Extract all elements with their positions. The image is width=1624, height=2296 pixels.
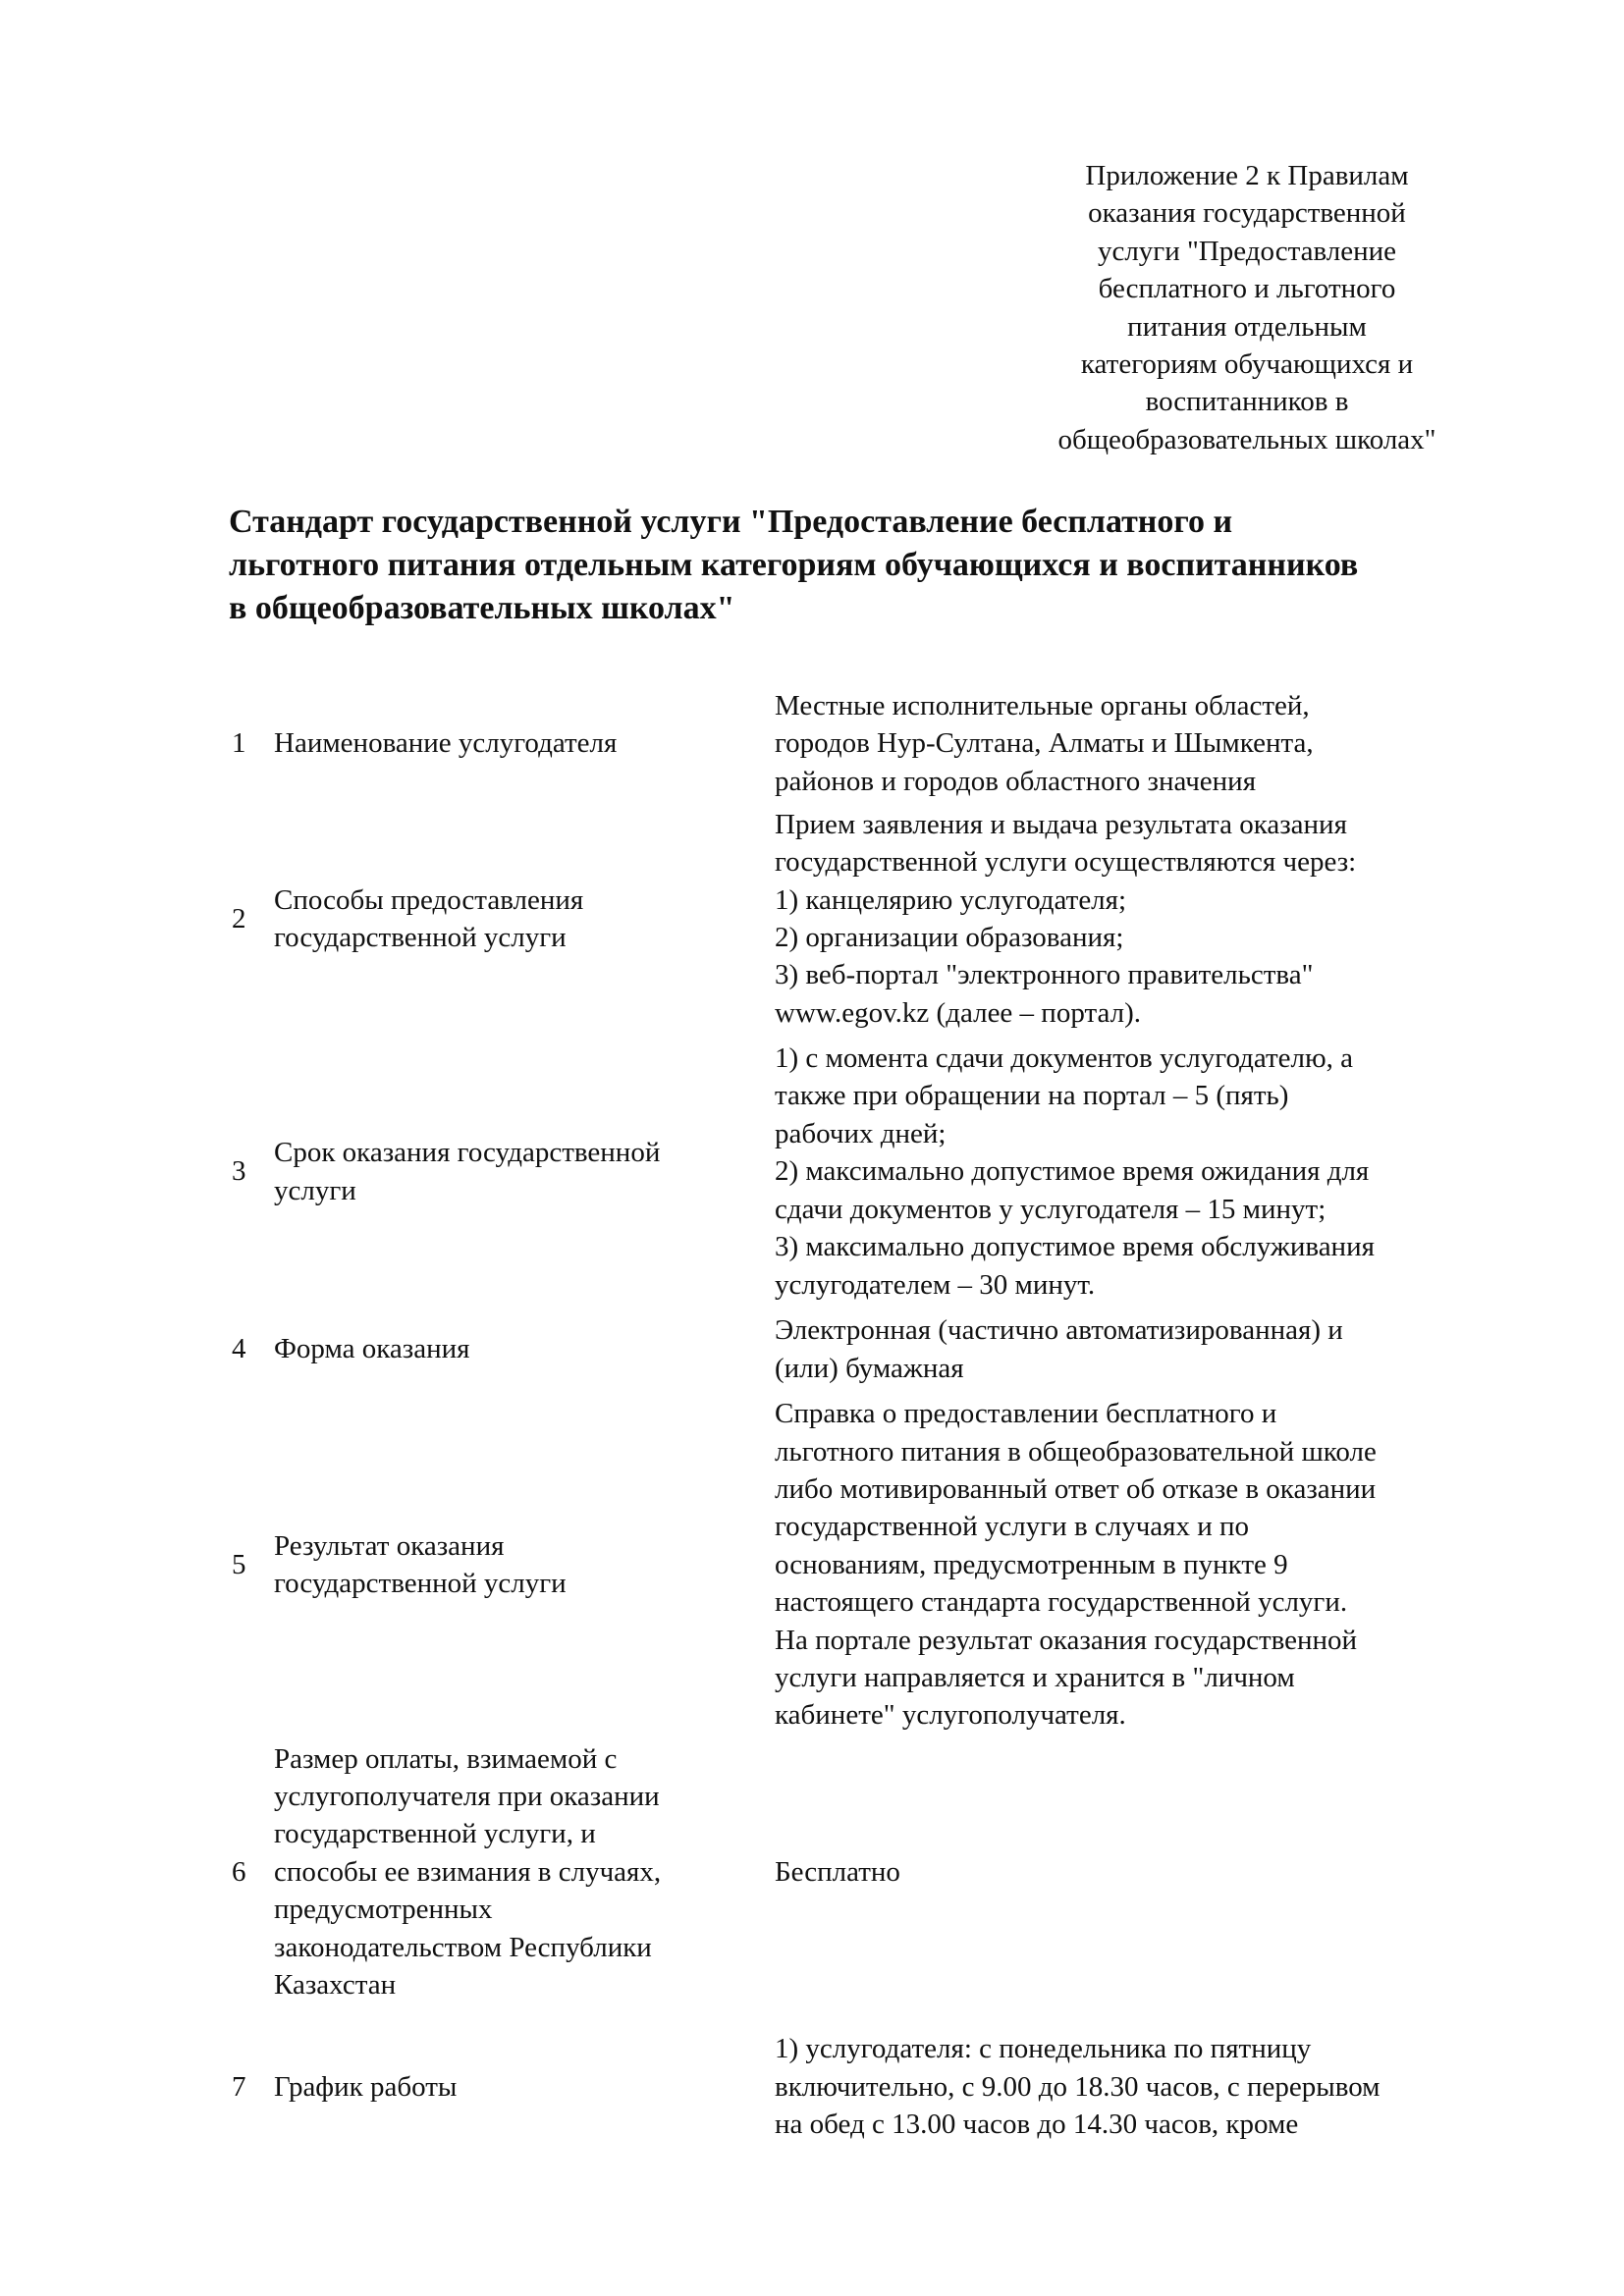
table-row: [0, 1311, 1624, 1387]
value-line: льготного питания в общеобразовательной школе: [775, 1435, 1377, 1468]
row-label: [274, 1740, 745, 2003]
label-line: государственной услуги, и: [274, 1818, 596, 1850]
value-line: Местные исполнительные органы областей,: [775, 689, 1310, 721]
label-line: Способы предоставления: [274, 883, 584, 916]
label-line: Срок оказания государственной: [274, 1137, 661, 1169]
label-line: Наименование услугодателя: [274, 727, 618, 760]
value-line: районов и городов областного значения: [775, 765, 1257, 797]
row-label: [274, 687, 745, 800]
row-label: [274, 806, 745, 1032]
appendix-line: Приложение 2 к Правилам: [1085, 160, 1409, 191]
value-line: 1) канцелярию услугодателя;: [775, 883, 1127, 916]
table-row: [0, 687, 1624, 800]
value-line: 1) с момента сдачи документов услугодателю, а: [775, 1042, 1354, 1075]
appendix-line: услуги "Предоставление: [1097, 235, 1397, 267]
value-line: Прием заявления и выдача результата оказания: [775, 808, 1347, 840]
label-line: предусмотренных: [274, 1894, 493, 1926]
table-row: [0, 806, 1624, 1032]
row-value: [775, 2030, 1541, 2144]
row-label: [274, 1395, 745, 1735]
title-line: Стандарт государственной услуги "Предоставление бесплатного и: [229, 504, 1233, 540]
label-line: законодательством Республики: [274, 1931, 652, 1963]
value-line: 3) максимально допустимое время обслуживания: [775, 1231, 1375, 1263]
row-value: [775, 1040, 1541, 1304]
row-value: [775, 806, 1541, 1032]
label-line: Форма оказания: [274, 1333, 470, 1365]
appendix-line: питания отдельным: [1127, 310, 1367, 343]
value-line: Бесплатно: [775, 1855, 900, 1888]
value-line: на обед с 13.00 часов до 14.30 часов, кроме: [775, 2109, 1299, 2141]
appendix-line: воспитанников в: [1145, 386, 1349, 418]
value-line: основаниям, предусмотренным в пункте 9: [775, 1548, 1288, 1580]
label-line: Казахстан: [274, 1969, 397, 2002]
label-line: услуги: [274, 1174, 356, 1206]
table-row: [0, 1740, 1624, 2003]
row-number: 5: [232, 1548, 246, 1580]
row-number: 2: [232, 902, 246, 934]
title-line: в общеобразовательных школах": [229, 590, 735, 626]
value-line: услугодателем – 30 минут.: [775, 1268, 1096, 1301]
label-line: Размер оплаты, взимаемой с: [274, 1742, 618, 1775]
table-row: [0, 2030, 1624, 2144]
label-line: Результат оказания: [274, 1529, 505, 1562]
appendix-line: категориям обучающихся и: [1080, 348, 1414, 381]
value-line: Электронная (частично автоматизированная) и: [775, 1314, 1343, 1347]
value-line: 2) максимально допустимое время ожидания для: [775, 1155, 1370, 1188]
value-line: городов Нур-Султана, Алматы и Шымкента,: [775, 727, 1314, 760]
row-value: [775, 687, 1541, 800]
label-line: График работы: [274, 2070, 458, 2103]
value-line: сдачи документов у услугодателя – 15 минут;: [775, 1193, 1326, 1225]
label-line: государственной услуги: [274, 1568, 567, 1599]
label-line: государственной услуги: [274, 922, 567, 953]
row-value: [775, 1395, 1541, 1735]
document-title: [229, 501, 1515, 630]
row-label: [274, 1311, 745, 1387]
label-line: услугополучателя при оказании: [274, 1780, 660, 1812]
row-number: 3: [232, 1155, 246, 1188]
table-row: [0, 1040, 1624, 1304]
title-line: льготного питания отдельным категориям обучающихся и воспитанников: [229, 547, 1359, 583]
value-line: услуги направляется и хранится в "личном: [775, 1662, 1295, 1694]
row-number: 1: [232, 727, 246, 760]
appendix-line: общеобразовательных школах": [1057, 423, 1436, 455]
value-line: 2) организации образования;: [775, 922, 1124, 953]
value-line: 3) веб-портал "электронного правительства": [775, 959, 1314, 991]
value-line: настоящего стандарта государственной услуги.: [775, 1586, 1348, 1619]
value-line: также при обращении на портал – 5 (пять): [775, 1080, 1289, 1112]
value-line: 1) услугодателя: с понедельника по пятницу: [775, 2033, 1312, 2065]
value-line: либо мотивированный ответ об отказе в оказании: [775, 1472, 1377, 1505]
row-label: [274, 2030, 745, 2144]
value-line: государственной услуги осуществляются через:: [775, 846, 1357, 879]
row-number: 6: [232, 1855, 246, 1888]
value-line: Справка о предоставлении бесплатного и: [775, 1398, 1277, 1430]
value-line: рабочих дней;: [775, 1117, 947, 1149]
appendix-line: оказания государственной: [1088, 197, 1406, 230]
row-value: [775, 1311, 1541, 1387]
row-value: [775, 1740, 1541, 2003]
appendix-note: [1041, 157, 1453, 458]
row-number: 4: [232, 1333, 246, 1365]
value-line: государственной услуги в случаях и по: [775, 1511, 1250, 1543]
row-label: [274, 1040, 745, 1304]
value-line: www.egov.kz (далее – портал).: [775, 996, 1141, 1029]
label-line: способы ее взимания в случаях,: [274, 1855, 662, 1888]
appendix-line: бесплатного и льготного: [1098, 273, 1396, 305]
value-line: На портале результат оказания государственной: [775, 1624, 1358, 1656]
table-row: [0, 1395, 1624, 1735]
value-line: (или) бумажная: [775, 1352, 964, 1384]
row-number: 7: [232, 2070, 246, 2103]
value-line: включительно, с 9.00 до 18.30 часов, с перерывом: [775, 2070, 1380, 2103]
value-line: кабинете" услугополучателя.: [775, 1699, 1126, 1732]
